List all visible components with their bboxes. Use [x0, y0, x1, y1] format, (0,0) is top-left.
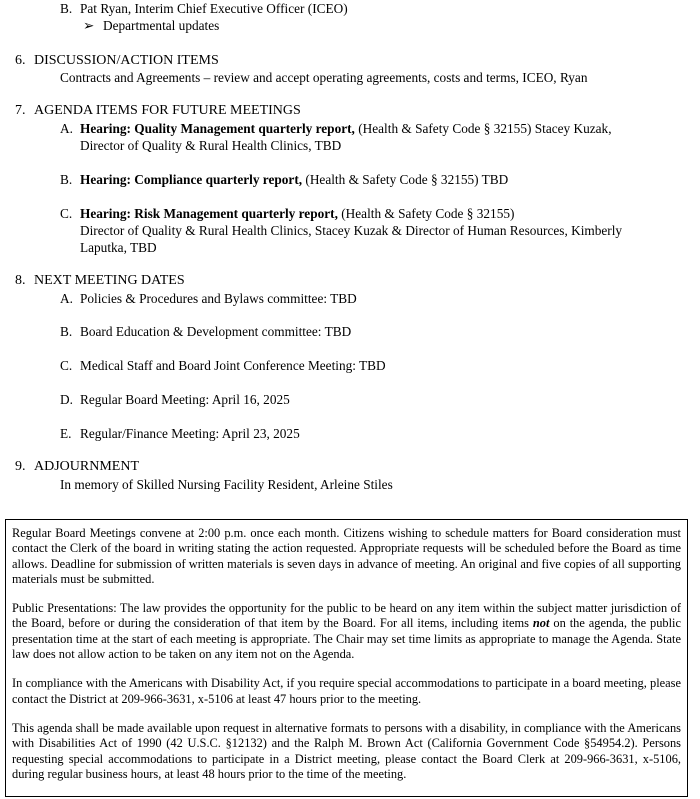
item-text-continued: Director of Quality & Rural Health Clinics, TBD	[80, 138, 342, 153]
section-body: In memory of Skilled Nursing Facility Resident, Arleine Stiles	[60, 477, 393, 492]
section-title: AGENDA ITEMS FOR FUTURE MEETINGS	[34, 103, 301, 118]
item-letter: A.	[60, 291, 73, 306]
hearing-title: Hearing: Compliance quarterly report,	[80, 172, 303, 187]
notice-lead: Public Presentations:	[12, 601, 117, 616]
section-number: 7.	[15, 103, 26, 118]
item-letter: D.	[60, 392, 73, 407]
item-text-continued: Director of Quality & Rural Health Clinics, Stacey Kuzak & Director of Human Resources, Kimberly	[80, 223, 623, 238]
item-text	[80, 205, 514, 222]
section-number: 6.	[15, 53, 26, 68]
section-title: ADJOURNMENT	[34, 459, 139, 474]
item-letter: A.	[60, 121, 73, 136]
hearing-title: Hearing: Quality Management quarterly report,	[80, 121, 355, 136]
notice-paragraph	[12, 526, 681, 587]
item-letter: B.	[60, 324, 73, 339]
item-text: Pat Ryan, Interim Chief Executive Officer (ICEO)	[80, 1, 348, 16]
section-number: 9.	[15, 459, 26, 474]
item-letter: E.	[60, 426, 72, 441]
notice-emphasis: not	[532, 616, 550, 631]
notice-paragraph	[12, 601, 681, 662]
hearing-detail: (Health & Safety Code § 32155) TBD	[302, 172, 509, 187]
section-number: 8.	[15, 273, 26, 288]
item-letter: B.	[60, 1, 73, 16]
notice-paragraph: In compliance with the Americans with Disability Act, if you require special accommodations to participate in a board meeting, please contact the District at 209-966-3631, x-5106 at least 47 hours prior to the meeting.	[12, 676, 681, 706]
notice-lead: Regular Board Meetings	[12, 526, 136, 540]
notice-text: convene at 2:00 p.m. once each month. Citizens wishing to schedule matters for Board consideration must contact the Clerk of the board in writing stating the action requested. Appropriate requests will be scheduled before the Board as time allows. Deadline for submission of written materials is seven days in advance of meeting. An original and five copies of all supporting materials must be submitted.	[12, 526, 681, 586]
meeting-date-item: Board Education & Development committee: TBD	[80, 324, 352, 339]
item-text	[80, 171, 508, 188]
item-text	[80, 120, 612, 137]
public-notice-box	[5, 519, 688, 797]
meeting-date-item: Policies & Procedures and Bylaws committee: TBD	[80, 291, 357, 306]
arrow-bullet-icon: ➢	[83, 18, 95, 33]
meeting-date-item: Regular Board Meeting: April 16, 2025	[80, 392, 290, 407]
notice-text: on the agenda, the public presentation time at the start of each meeting is appropriate. The Chair may set time limits as appropriate to manage the Agenda. State law does not allow action to be taken on any item not on the Agenda.	[12, 616, 682, 662]
section-body: Contracts and Agreements – review and accept operating agreements, costs and terms, ICEO, Ryan	[60, 70, 588, 85]
meeting-date-item: Medical Staff and Board Joint Conference Meeting: TBD	[80, 358, 386, 373]
section-title: NEXT MEETING DATES	[34, 273, 185, 288]
hearing-detail: (Health & Safety Code § 32155) Stacey Kuzak,	[354, 121, 612, 136]
item-letter: B.	[60, 172, 73, 187]
hearing-detail: (Health & Safety Code § 32155)	[337, 206, 515, 221]
hearing-title: Hearing: Risk Management quarterly report,	[80, 206, 338, 221]
notice-text: The law provides the opportunity for the public to be heard on any item within the subject matter jurisdiction of the Board, before or during the consideration of that item by the Board. For all items, including items	[12, 601, 681, 631]
meeting-date-item: Regular/Finance Meeting: April 23, 2025	[80, 426, 300, 441]
bullet-text: Departmental updates	[103, 18, 220, 33]
section-title: DISCUSSION/ACTION ITEMS	[34, 53, 219, 68]
item-text-continued: Laputka, TBD	[80, 240, 157, 255]
item-letter: C.	[60, 206, 73, 221]
item-letter: C.	[60, 358, 73, 373]
notice-paragraph: This agenda shall be made available upon request in alternative formats to persons with a disability, in compliance with the Americans with Disabilities Act of 1990 (42 U.S.C. §12132) and the Ralph M. Brown Act (California Government Code §54954.2). Persons requesting special accommodations to participate in a District meeting, please contact the Board Clerk at 209-966-3631, x-5106, during regular business hours, at least 48 hours prior to the time of the meeting.	[12, 720, 681, 781]
